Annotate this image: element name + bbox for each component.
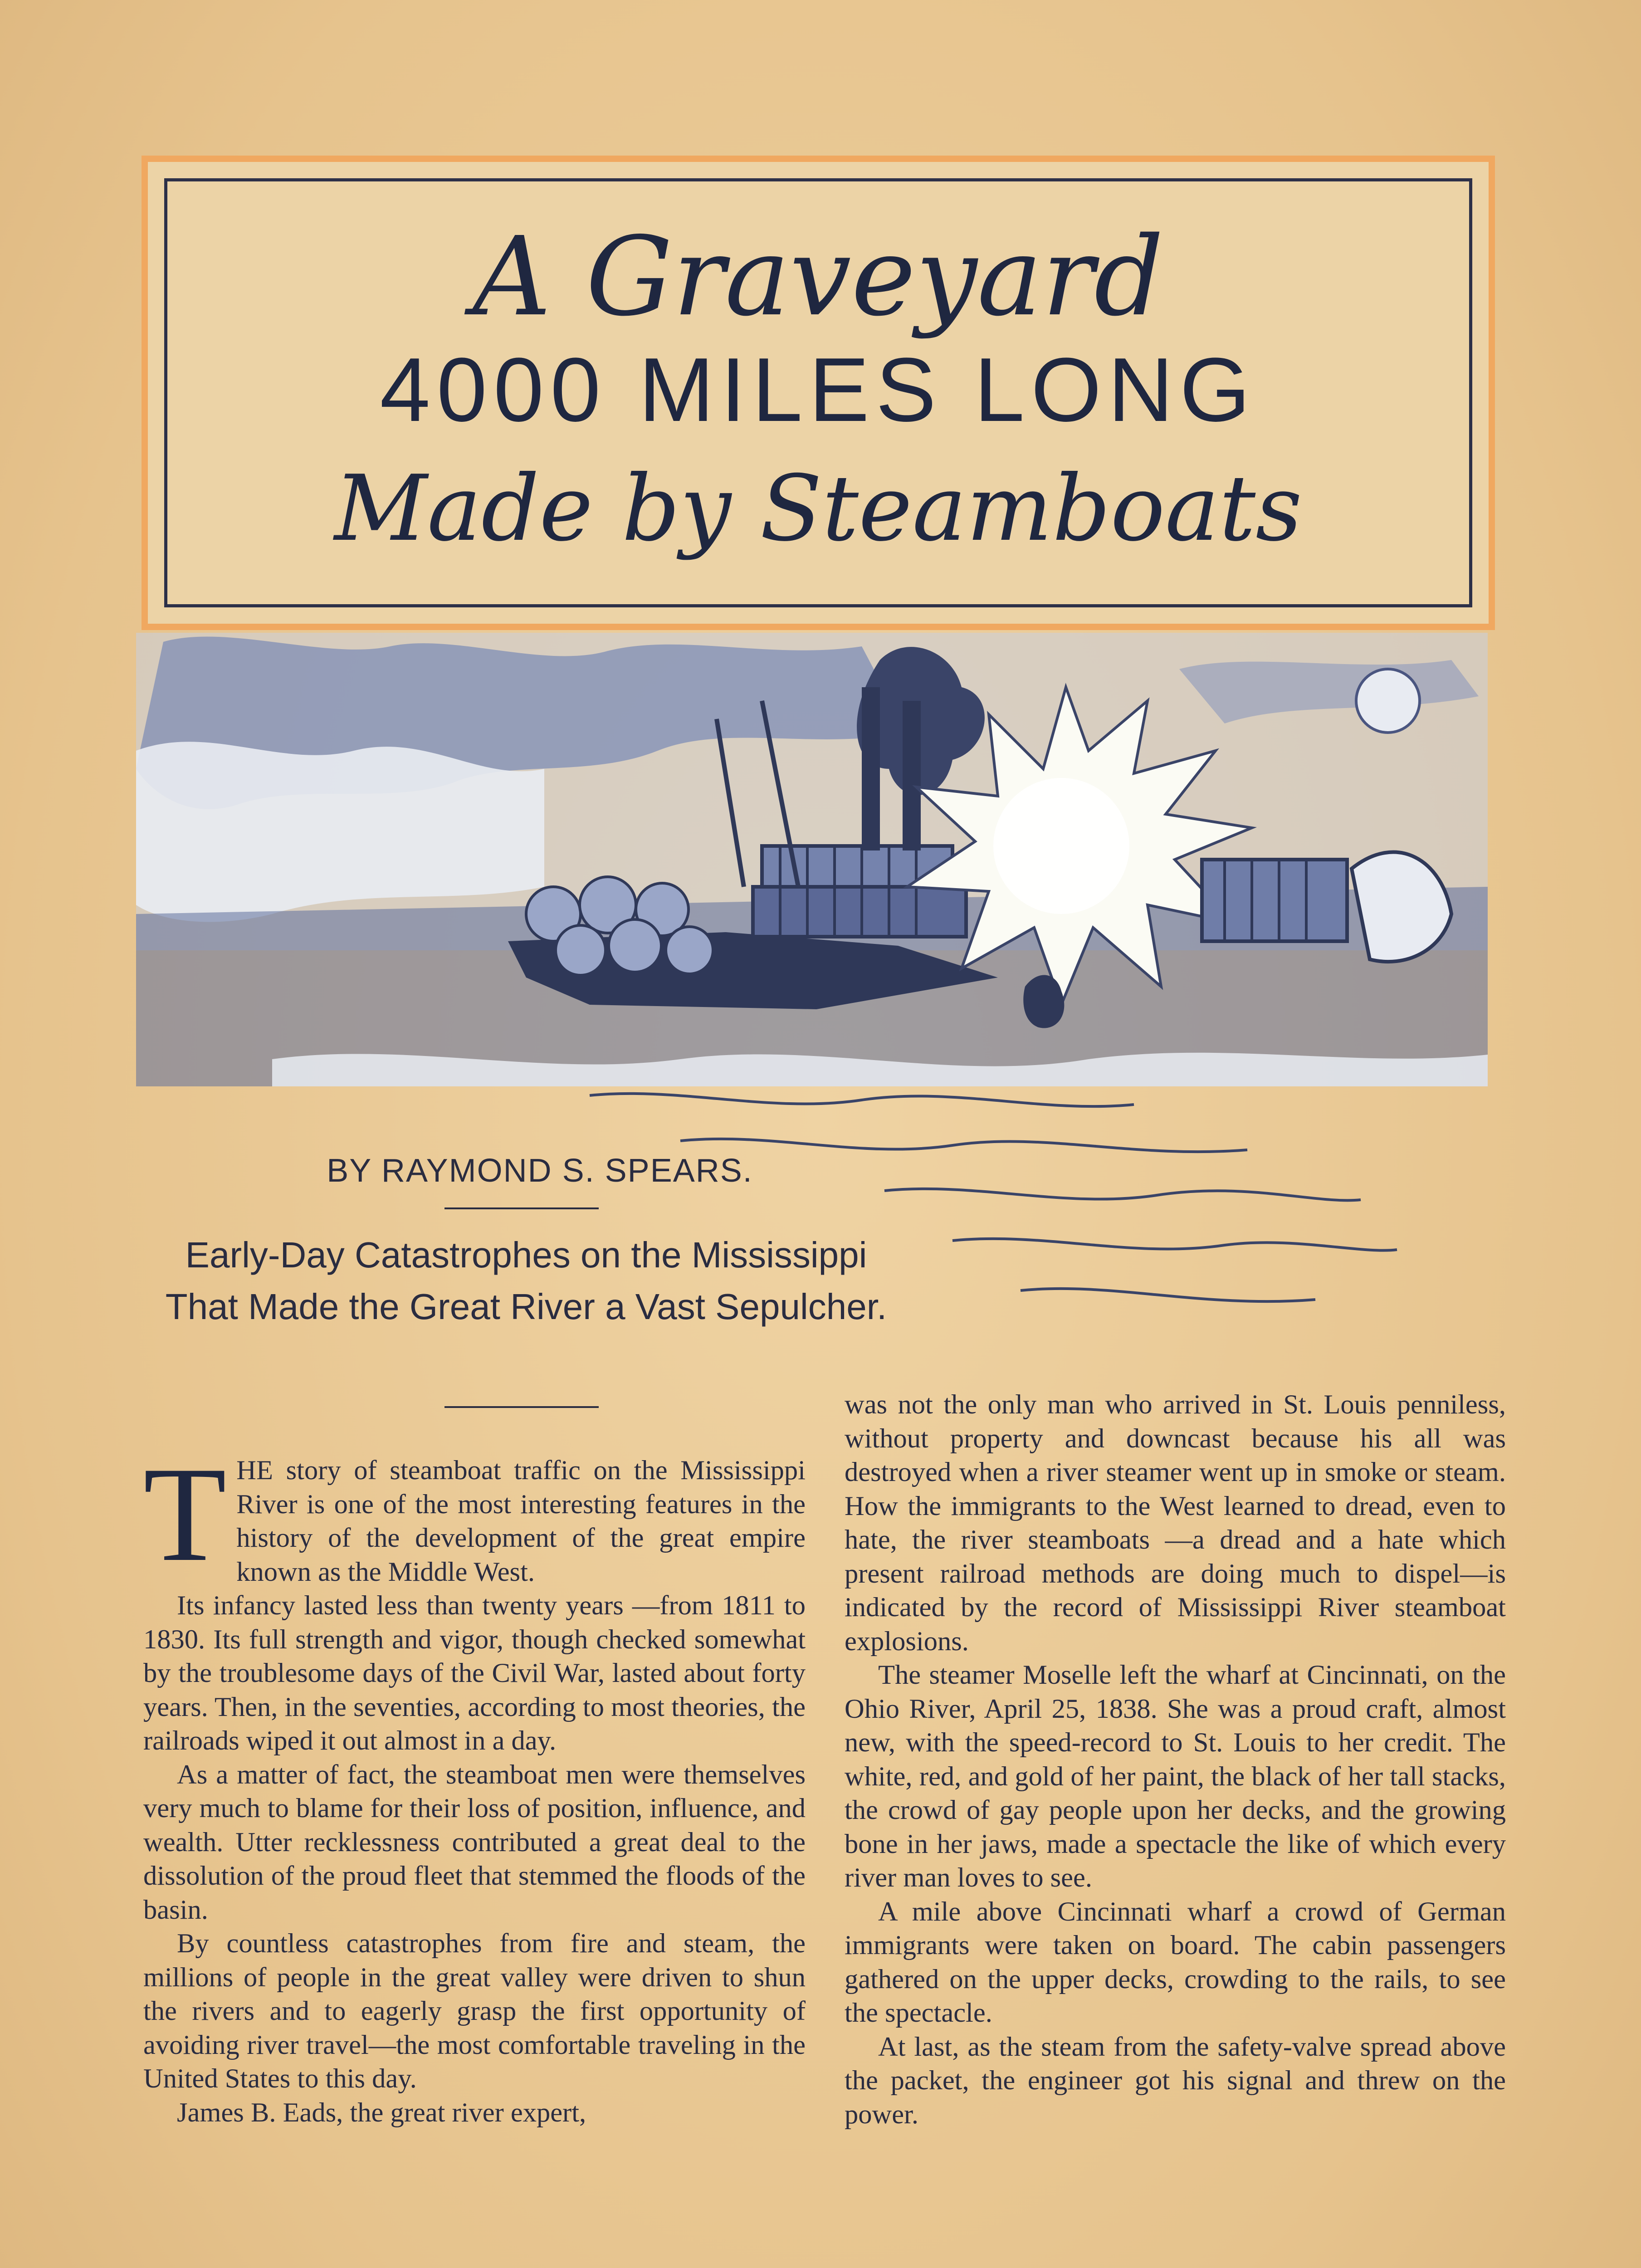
article-column-right [845,1388,1506,2131]
title-frame [142,156,1495,630]
title-line-1: A Graveyard [473,213,1164,340]
paragraph: was not the only man who arrived in St. Louis penniless, without property and downcast because his all was destroyed when a river steamer went up in smoke or steam. How the immigrants to the West learned to dread, even to hate, the river steamboats —a dread and a hate which present railroad methods are doing much to dispel—is indicated by the record of Mississippi River steamboat explosions. [845,1389,1506,1657]
article-column-left [143,1439,806,2130]
subtitle: Early-Day Catastrophes on the Mississippi That Made the Great River a Vast Sepulcher. [165,1235,887,1327]
paragraph: Its infancy lasted less than twenty years —from 1811 to 1830. Its full strength and vigor, though checked somewhat by the troublesome days of the Civil War, lasted about forty years. Then, in the seventies, according to most theories, the railroads wiped it out almost in a day. [143,1590,806,1756]
title-line-3: Made by Steamboats [334,456,1302,562]
drop-cap: T [143,1439,227,1589]
title-line-2: 4000 MILES LONG [380,339,1257,440]
paragraph: A mile above Cincinnati wharf a crowd of German immigrants were taken on board. The cabin passengers gathered on the upper decks, crowding to the rails, to see the spectacle. [845,1896,1506,2028]
subtitle-rule [444,1406,599,1408]
paragraph-text: HE story of steamboat traffic on the Mississippi River is one of the most interesting features in the history of the development of the great empire known as the Middle West. [236,1455,806,1587]
byline-rule [444,1207,599,1209]
paragraph: As a matter of fact, the steamboat men were themselves very much to blame for their loss of position, influence, and wealth. Utter recklessness contributed a great deal to the dissolution of the proud fleet that stemmed the floods of the basin. [143,1759,806,1925]
paragraph: James B. Eads, the great river expert, [177,2097,586,2128]
title-inner-frame [164,178,1472,607]
byline: BY RAYMOND S. SPEARS. [327,1153,753,1189]
paragraph: By countless catastrophes from fire and steam, the millions of people in the great valley were driven to shun the rivers and to eagerly grasp the first opportunity of avoiding river travel—the most comfortable traveling in the United States to this day. [143,1928,806,2094]
paragraph [143,1439,806,1589]
paragraph: The steamer Moselle left the wharf at Cincinnati, on the Ohio River, April 25, 1838. She was a proud craft, almost new, with the speed-record to St. Louis to her credit. The white, red, and gold of her paint, the black of her tall stacks, the crowd of gay people upon her decks, and the growing bone in her jaws, made a spectacle the like of which every river man loves to see. [845,1660,1506,1893]
paragraph: At last, as the steam from the safety-valve spread above the packet, the engineer got his signal and threw on the power. [845,2031,1506,2130]
